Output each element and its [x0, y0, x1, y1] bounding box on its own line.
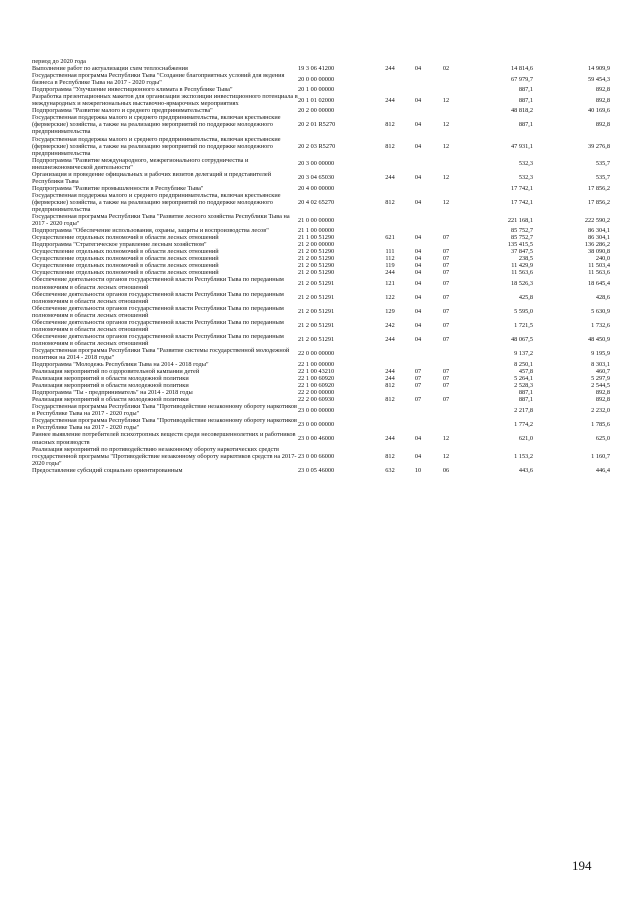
cell-code: 23 0 00 00000	[298, 420, 335, 428]
table-row	[32, 114, 610, 135]
cell-code: 22 1 00 60920	[298, 382, 335, 390]
cell-pr	[432, 241, 460, 248]
cell-vr: 244	[385, 269, 395, 277]
cell-vr: 812	[385, 121, 395, 129]
cell-y2: 8 303,1	[591, 361, 610, 369]
table-row	[32, 276, 610, 290]
table-row	[32, 375, 610, 382]
table-row	[32, 446, 610, 467]
cell-rz	[404, 241, 432, 248]
cell-y1: 887,1	[518, 389, 533, 397]
cell-y1: 1 153,2	[514, 452, 533, 460]
cell-rz: 04	[414, 174, 422, 182]
cell-y1: 5 264,1	[514, 375, 533, 383]
cell-code: 21 2 00 51291	[298, 322, 335, 330]
cell-vr: 111	[385, 248, 395, 256]
cell-pr: 07	[442, 269, 450, 277]
cell-pr: 07	[442, 336, 450, 344]
cell-pr: 06	[442, 466, 450, 474]
cell-rz: 04	[414, 308, 422, 316]
cell-y2: 222 590,2	[584, 216, 610, 224]
cell-y1: 14 814,6	[510, 65, 533, 73]
cell-code: 22 1 00 00000	[298, 361, 335, 369]
cell-pr	[432, 86, 460, 93]
cell-y1: 887,1	[518, 396, 533, 404]
cell-pr: 12	[442, 435, 450, 442]
cell-name: Организация и проведение официальных и рабочих визитов делегаций и представителей Республики Тыва	[32, 170, 272, 185]
page-number: 194	[572, 858, 592, 873]
cell-y2: 535,7	[595, 160, 610, 168]
cell-y2: 2 232,0	[591, 406, 610, 414]
cell-code: 21 2 00 51290	[298, 262, 335, 270]
cell-y1: 8 250,1	[514, 361, 533, 369]
cell-pr: 07	[442, 375, 450, 383]
table-row	[32, 213, 610, 227]
cell-name: Подпрограмма "Развитие малого и среднего предпринимательства"	[32, 107, 213, 115]
cell-name: Раннее выявление потребителей психотропных веществ среди несовершеннолетних и работников опасных производств	[32, 431, 296, 446]
cell-code: 20 3 00 00000	[298, 160, 335, 168]
cell-code: 22 2 00 60930	[298, 396, 335, 404]
cell-code: 20 1 01 02000	[298, 96, 335, 104]
budget-table	[32, 58, 610, 474]
cell-pr	[432, 361, 460, 368]
cell-y2: 1 160,7	[591, 452, 610, 460]
cell-name: Государственная программа Республики Тыва "Развитие системы государственной молодежной политики на 2014 - 2018 годы"	[32, 346, 290, 361]
cell-name: Обеспечение деятельности органов государственной власти Республики Тыва по переданным полномочиям в области лесных отношений	[32, 332, 284, 347]
cell-y1: 18 526,3	[510, 279, 533, 287]
table-row	[32, 431, 610, 445]
cell-rz	[404, 417, 432, 431]
cell-name: Подпрограмма "Молодежь Республики Тыва на 2014 - 2018 годы"	[32, 361, 209, 369]
table-row	[32, 72, 610, 86]
cell-code: 21 2 00 51290	[298, 255, 335, 263]
cell-rz: 07	[414, 396, 422, 404]
cell-y1	[460, 58, 533, 65]
cell-code: 21 2 00 51291	[298, 308, 335, 316]
cell-y2: 1 732,6	[591, 322, 610, 330]
cell-vr: 112	[385, 255, 395, 263]
cell-name: Подпрограмма "Стратегическое управление лесным хозяйством"	[32, 241, 207, 249]
cell-y1: 1 774,2	[514, 420, 533, 428]
cell-name: Подпрограмма "Обеспечение использования, охраны, защиты и воспроизводства лесов"	[32, 227, 269, 235]
cell-name: Осуществление отдельных полномочий в области лесных отношений	[32, 269, 219, 277]
cell-rz: 04	[414, 452, 422, 460]
cell-pr	[432, 58, 460, 65]
table-row	[32, 368, 610, 375]
cell-pr	[432, 107, 460, 114]
cell-vr: 812	[385, 396, 395, 404]
cell-name: Предоставление субсидий социально ориентированным	[32, 466, 183, 474]
cell-y2: 892,8	[595, 389, 610, 397]
cell-y2: 14 909,9	[587, 65, 610, 73]
cell-vr	[376, 347, 404, 361]
cell-name: Государственная программа Республики Тыва "Противодействие незаконному обороту наркотиков в Республике Тыва на 2017 - 2020 годы"	[32, 403, 298, 418]
cell-y2: 1 785,6	[591, 420, 610, 428]
table-row	[32, 389, 610, 396]
cell-vr	[376, 185, 404, 192]
cell-pr: 07	[442, 248, 450, 256]
table-row	[32, 171, 610, 185]
cell-rz: 04	[414, 294, 422, 302]
cell-vr: 812	[385, 382, 395, 390]
cell-y2: 48 450,9	[587, 336, 610, 344]
cell-y2: 625,0	[595, 435, 610, 442]
cell-code: 20 2 01 R5270	[298, 121, 336, 129]
table-row	[32, 291, 610, 305]
table-row	[32, 136, 610, 157]
cell-y2: 17 856,2	[587, 184, 610, 192]
cell-rz	[404, 107, 432, 114]
cell-rz	[404, 86, 432, 93]
cell-code: 21 1 00 00000	[298, 227, 335, 235]
cell-code: 20 2 00 00000	[298, 107, 335, 115]
cell-vr: 244	[385, 174, 395, 182]
cell-y1: 48 818,2	[510, 107, 533, 115]
table-row	[32, 93, 610, 107]
cell-rz	[404, 213, 432, 227]
budget-table-body	[32, 58, 610, 474]
cell-vr	[376, 72, 404, 86]
cell-y2: 460,7	[595, 368, 610, 376]
cell-pr: 07	[442, 234, 450, 242]
cell-name: Подпрограмма "Ты - предприниматель" на 2014 - 2018 годы	[32, 389, 193, 397]
cell-code: 20 4 02 65270	[298, 198, 335, 206]
cell-y2: 86 304,1	[587, 234, 610, 242]
table-row	[32, 192, 610, 213]
cell-rz: 04	[414, 262, 422, 270]
cell-name: Государственная программа Республики Тыва "Развитие лесного хозяйства Республики Тыва на 2017 - 2020 годы"	[32, 213, 290, 228]
cell-rz: 10	[414, 466, 422, 474]
cell-y1: 67 979,7	[510, 75, 533, 83]
table-row	[32, 417, 610, 431]
cell-y1: 887,1	[518, 96, 533, 104]
cell-pr: 12	[442, 142, 450, 150]
cell-y1: 2 528,3	[514, 382, 533, 390]
cell-vr	[376, 107, 404, 114]
cell-name: Обеспечение деятельности органов государственной власти Республики Тыва по переданным полномочиям в области лесных отношений	[32, 276, 284, 291]
cell-name: Государственная программа Республики Тыва "Создание благоприятных условий для ведения бизнеса в Республике Тыва на 2017 - 2020 годы"	[32, 72, 285, 87]
table-row	[32, 403, 610, 417]
cell-code: 21 2 00 51291	[298, 336, 335, 344]
cell-pr	[432, 72, 460, 86]
cell-rz: 04	[414, 142, 422, 150]
cell-y1: 9 137,2	[514, 350, 533, 358]
cell-code: 21 2 00 51290	[298, 248, 335, 256]
cell-vr: 812	[385, 198, 395, 206]
cell-vr	[376, 241, 404, 248]
cell-rz: 04	[414, 65, 422, 73]
cell-code: 21 2 00 00000	[298, 241, 335, 249]
cell-pr: 07	[442, 279, 450, 287]
cell-name: Государственная поддержка малого и среднего предпринимательства, включая крестьянские (фермерские) хозяйства, а также на реализацию мероприятий по поддержке молодежного предпринимательства	[32, 135, 281, 157]
cell-code: 19 3 06 41200	[298, 65, 335, 73]
cell-vr	[376, 157, 404, 171]
cell-y1: 5 595,0	[514, 308, 533, 316]
cell-vr: 812	[385, 142, 395, 150]
cell-code: 21 2 00 51291	[298, 294, 335, 302]
cell-vr: 244	[385, 375, 395, 383]
cell-name: Выполнение работ по актуализации схем теплоснабжения	[32, 65, 188, 73]
cell-y1: 1 721,5	[514, 322, 533, 330]
cell-y1: 532,3	[518, 160, 533, 168]
cell-pr: 07	[442, 255, 450, 263]
cell-y1: 17 742,1	[510, 184, 533, 192]
cell-y2: 38 090,8	[587, 248, 610, 256]
cell-vr	[376, 58, 404, 65]
table-row	[32, 396, 610, 403]
cell-name: Реализация мероприятий в области молодежной политики	[32, 382, 189, 390]
cell-vr: 621	[385, 234, 395, 242]
table-row	[32, 319, 610, 333]
cell-code: 22 0 00 00000	[298, 350, 335, 358]
cell-rz	[404, 389, 432, 396]
cell-y1: 37 847,5	[510, 248, 533, 256]
cell-rz: 04	[414, 96, 422, 104]
cell-y2: 9 195,9	[591, 350, 610, 358]
cell-y2: 11 503,4	[588, 262, 610, 270]
cell-vr	[376, 86, 404, 93]
cell-rz	[404, 403, 432, 417]
cell-rz	[404, 347, 432, 361]
table-row	[32, 157, 610, 171]
cell-code	[298, 58, 376, 65]
cell-pr: 07	[442, 368, 450, 376]
cell-vr	[376, 417, 404, 431]
cell-name: Осуществление отдельных полномочий в области лесных отношений	[32, 248, 219, 256]
cell-pr: 07	[442, 396, 450, 404]
cell-pr	[432, 417, 460, 431]
cell-vr	[376, 361, 404, 368]
cell-y2: 892,8	[595, 396, 610, 404]
table-row	[32, 65, 610, 72]
table-row	[32, 86, 610, 93]
cell-pr	[432, 213, 460, 227]
table-row	[32, 185, 610, 192]
cell-y2: 59 454,3	[587, 75, 610, 83]
cell-y2: 39 276,8	[587, 142, 610, 150]
cell-vr	[376, 389, 404, 396]
cell-pr	[432, 227, 460, 234]
cell-y2: 2 544,5	[591, 382, 610, 390]
cell-code: 23 0 05 46000	[298, 466, 335, 474]
cell-name: Подпрограмма "Развитие промышленности в Республике Тыва"	[32, 184, 204, 192]
cell-name: Государственная поддержка малого и среднего предпринимательства, включая крестьянские (фермерские) хозяйства, а также на реализацию мероприятий по поддержке молодежного предпринимательства	[32, 114, 281, 136]
cell-vr: 244	[385, 96, 395, 104]
cell-rz: 04	[414, 269, 422, 277]
cell-y2: 86 304,1	[587, 227, 610, 235]
cell-name: Реализация мероприятий в области молодежной политики	[32, 396, 189, 404]
cell-vr	[376, 227, 404, 234]
cell-rz	[404, 185, 432, 192]
cell-y2: 240,0	[595, 255, 610, 263]
cell-y1: 425,8	[518, 294, 533, 302]
cell-rz: 04	[414, 121, 422, 129]
cell-name: Реализация мероприятий по оздоровительной кампании детей	[32, 368, 200, 376]
cell-pr: 02	[442, 65, 450, 73]
cell-pr	[432, 403, 460, 417]
table-row	[32, 58, 610, 65]
cell-rz: 04	[414, 248, 422, 256]
cell-code: 23 0 00 66000	[298, 452, 335, 460]
cell-code: 20 4 00 00000	[298, 184, 335, 192]
cell-vr	[376, 213, 404, 227]
cell-y1: 11 563,6	[511, 269, 533, 277]
cell-vr: 242	[385, 322, 395, 330]
cell-y2: 136 286,2	[584, 241, 610, 249]
cell-pr	[432, 347, 460, 361]
cell-y2: 892,8	[595, 86, 610, 94]
cell-y2: 892,8	[595, 121, 610, 129]
cell-pr	[432, 157, 460, 171]
cell-rz	[404, 58, 432, 65]
table-row	[32, 241, 610, 248]
cell-pr: 07	[442, 308, 450, 316]
cell-y1: 48 067,5	[510, 336, 533, 344]
cell-y1: 135 415,5	[507, 241, 533, 249]
cell-rz: 04	[414, 255, 422, 263]
cell-y1: 238,5	[518, 255, 533, 263]
table-row	[32, 361, 610, 368]
cell-vr: 812	[385, 452, 395, 460]
cell-y2: 428,6	[595, 294, 610, 302]
cell-code: 21 0 00 00000	[298, 216, 335, 224]
cell-pr: 12	[442, 96, 450, 104]
cell-vr: 122	[385, 294, 395, 302]
cell-rz	[404, 72, 432, 86]
cell-rz: 04	[414, 336, 422, 344]
table-row	[32, 382, 610, 389]
table-row	[32, 107, 610, 114]
cell-name: Государственная программа Республики Тыва "Противодействие незаконному обороту наркотиков в Республике Тыва на 2017 - 2020 годы"	[32, 417, 298, 432]
cell-rz: 07	[414, 382, 422, 390]
table-row	[32, 305, 610, 319]
cell-vr: 129	[385, 308, 395, 316]
cell-pr	[432, 389, 460, 396]
cell-name: период до 2020 года	[32, 58, 86, 65]
cell-code: 22 1 00 43210	[298, 368, 335, 376]
cell-pr: 12	[442, 174, 450, 182]
cell-pr: 12	[442, 452, 450, 460]
cell-name: Осуществление отдельных полномочий в области лесных отношений	[32, 234, 219, 242]
table-row	[32, 262, 610, 269]
table-row	[32, 269, 610, 276]
cell-y1: 2 217,8	[514, 406, 533, 414]
cell-pr: 12	[442, 198, 450, 206]
cell-rz: 04	[414, 198, 422, 206]
table-row	[32, 347, 610, 361]
cell-y1: 532,3	[518, 174, 533, 182]
cell-y2	[533, 58, 610, 65]
cell-pr: 07	[442, 262, 450, 270]
cell-y1: 887,1	[518, 86, 533, 94]
cell-code: 23 0 00 00000	[298, 406, 335, 414]
cell-y2: 535,7	[595, 174, 610, 182]
cell-y2: 5 297,9	[591, 375, 610, 383]
cell-y1: 443,6	[518, 466, 533, 474]
cell-vr: 244	[385, 65, 395, 73]
table-row	[32, 467, 610, 474]
table-row	[32, 234, 610, 241]
cell-name: Обеспечение деятельности органов государственной власти Республики Тыва по переданным полномочиям в области лесных отношений	[32, 290, 284, 305]
table-row	[32, 227, 610, 234]
cell-name: Государственная поддержка малого и среднего предпринимательства, включая крестьянские (фермерские) хозяйства, а также на реализацию мероприятий по поддержке молодежного предпринимательства	[32, 191, 281, 213]
cell-code: 20 2 03 R5270	[298, 142, 336, 150]
cell-vr: 244	[385, 368, 395, 376]
cell-y2: 892,8	[595, 96, 610, 104]
cell-rz: 04	[414, 279, 422, 287]
cell-code: 22 2 00 00000	[298, 389, 335, 397]
cell-pr: 07	[442, 322, 450, 330]
cell-y2: 18 645,4	[587, 279, 610, 287]
table-row	[32, 248, 610, 255]
cell-vr	[376, 403, 404, 417]
cell-pr: 07	[442, 382, 450, 390]
cell-y2: 446,4	[595, 466, 610, 474]
cell-code: 20 0 00 00000	[298, 75, 335, 83]
cell-code: 23 0 00 46000	[298, 435, 335, 442]
cell-code: 21 2 00 51291	[298, 279, 335, 287]
cell-rz: 04	[414, 435, 422, 442]
cell-code: 22 1 00 60920	[298, 375, 335, 383]
cell-name: Разработка презентационных макетов для организации экспозиции инвестиционного потенциала в международных и межрегиональных выставочно-ярмарочных мероприятиях	[32, 93, 298, 108]
cell-vr: 119	[385, 262, 395, 270]
cell-vr: 632	[385, 466, 395, 474]
cell-y1: 85 752,7	[510, 234, 533, 242]
cell-name: Обеспечение деятельности органов государственной власти Республики Тыва по переданным полномочиям в области лесных отношений	[32, 318, 284, 333]
cell-name: Реализация мероприятий по противодействию незаконному обороту наркотических средств государственной программы "Противодействие незаконному обороту наркотиков средств на 2017-2020 годы"	[32, 445, 297, 467]
cell-code: 20 1 00 00000	[298, 86, 335, 94]
table-row	[32, 255, 610, 262]
cell-name: Обеспечение деятельности органов государственной власти Республики Тыва по переданным полномочиям в области лесных отношений	[32, 304, 284, 319]
cell-name: Реализация мероприятий в области молодежной политики	[32, 375, 189, 383]
cell-pr: 07	[442, 294, 450, 302]
cell-y1: 457,8	[518, 368, 533, 376]
cell-rz	[404, 227, 432, 234]
cell-name: Осуществление отдельных полномочий в области лесных отношений	[32, 262, 219, 270]
cell-name: Подпрограмма "Развитие международного, межрегионального сотрудничества и внешнеэкономической деятельности"	[32, 156, 249, 171]
cell-code: 21 2 00 51290	[298, 269, 335, 277]
cell-y1: 47 931,1	[510, 142, 533, 150]
cell-name: Подпрограмма "Улучшение инвестиционного климата в Республике Тыва"	[32, 86, 233, 94]
cell-pr	[432, 185, 460, 192]
cell-rz: 07	[414, 375, 422, 383]
cell-y1: 11 429,9	[511, 262, 533, 270]
cell-rz: 04	[414, 322, 422, 330]
cell-y1: 621,0	[518, 435, 533, 442]
cell-rz	[404, 361, 432, 368]
cell-rz: 04	[414, 234, 422, 242]
table-row	[32, 333, 610, 347]
cell-y2: 17 856,2	[587, 198, 610, 206]
cell-y1: 887,1	[518, 121, 533, 129]
cell-pr: 12	[442, 121, 450, 129]
cell-y2: 40 169,6	[587, 107, 610, 115]
cell-code: 21 1 00 51290	[298, 234, 335, 242]
cell-vr: 121	[385, 279, 395, 287]
cell-y2: 11 563,6	[588, 269, 610, 277]
cell-y1: 17 742,1	[510, 198, 533, 206]
cell-y1: 85 752,7	[510, 227, 533, 235]
cell-y1: 221 168,1	[507, 216, 533, 224]
cell-y2: 5 630,9	[591, 308, 610, 316]
cell-name: Осуществление отдельных полномочий в области лесных отношений	[32, 255, 219, 263]
cell-rz: 07	[414, 368, 422, 376]
cell-code: 20 3 04 65030	[298, 174, 335, 182]
cell-vr: 244	[385, 336, 395, 344]
cell-vr: 244	[385, 435, 395, 442]
cell-rz	[404, 157, 432, 171]
